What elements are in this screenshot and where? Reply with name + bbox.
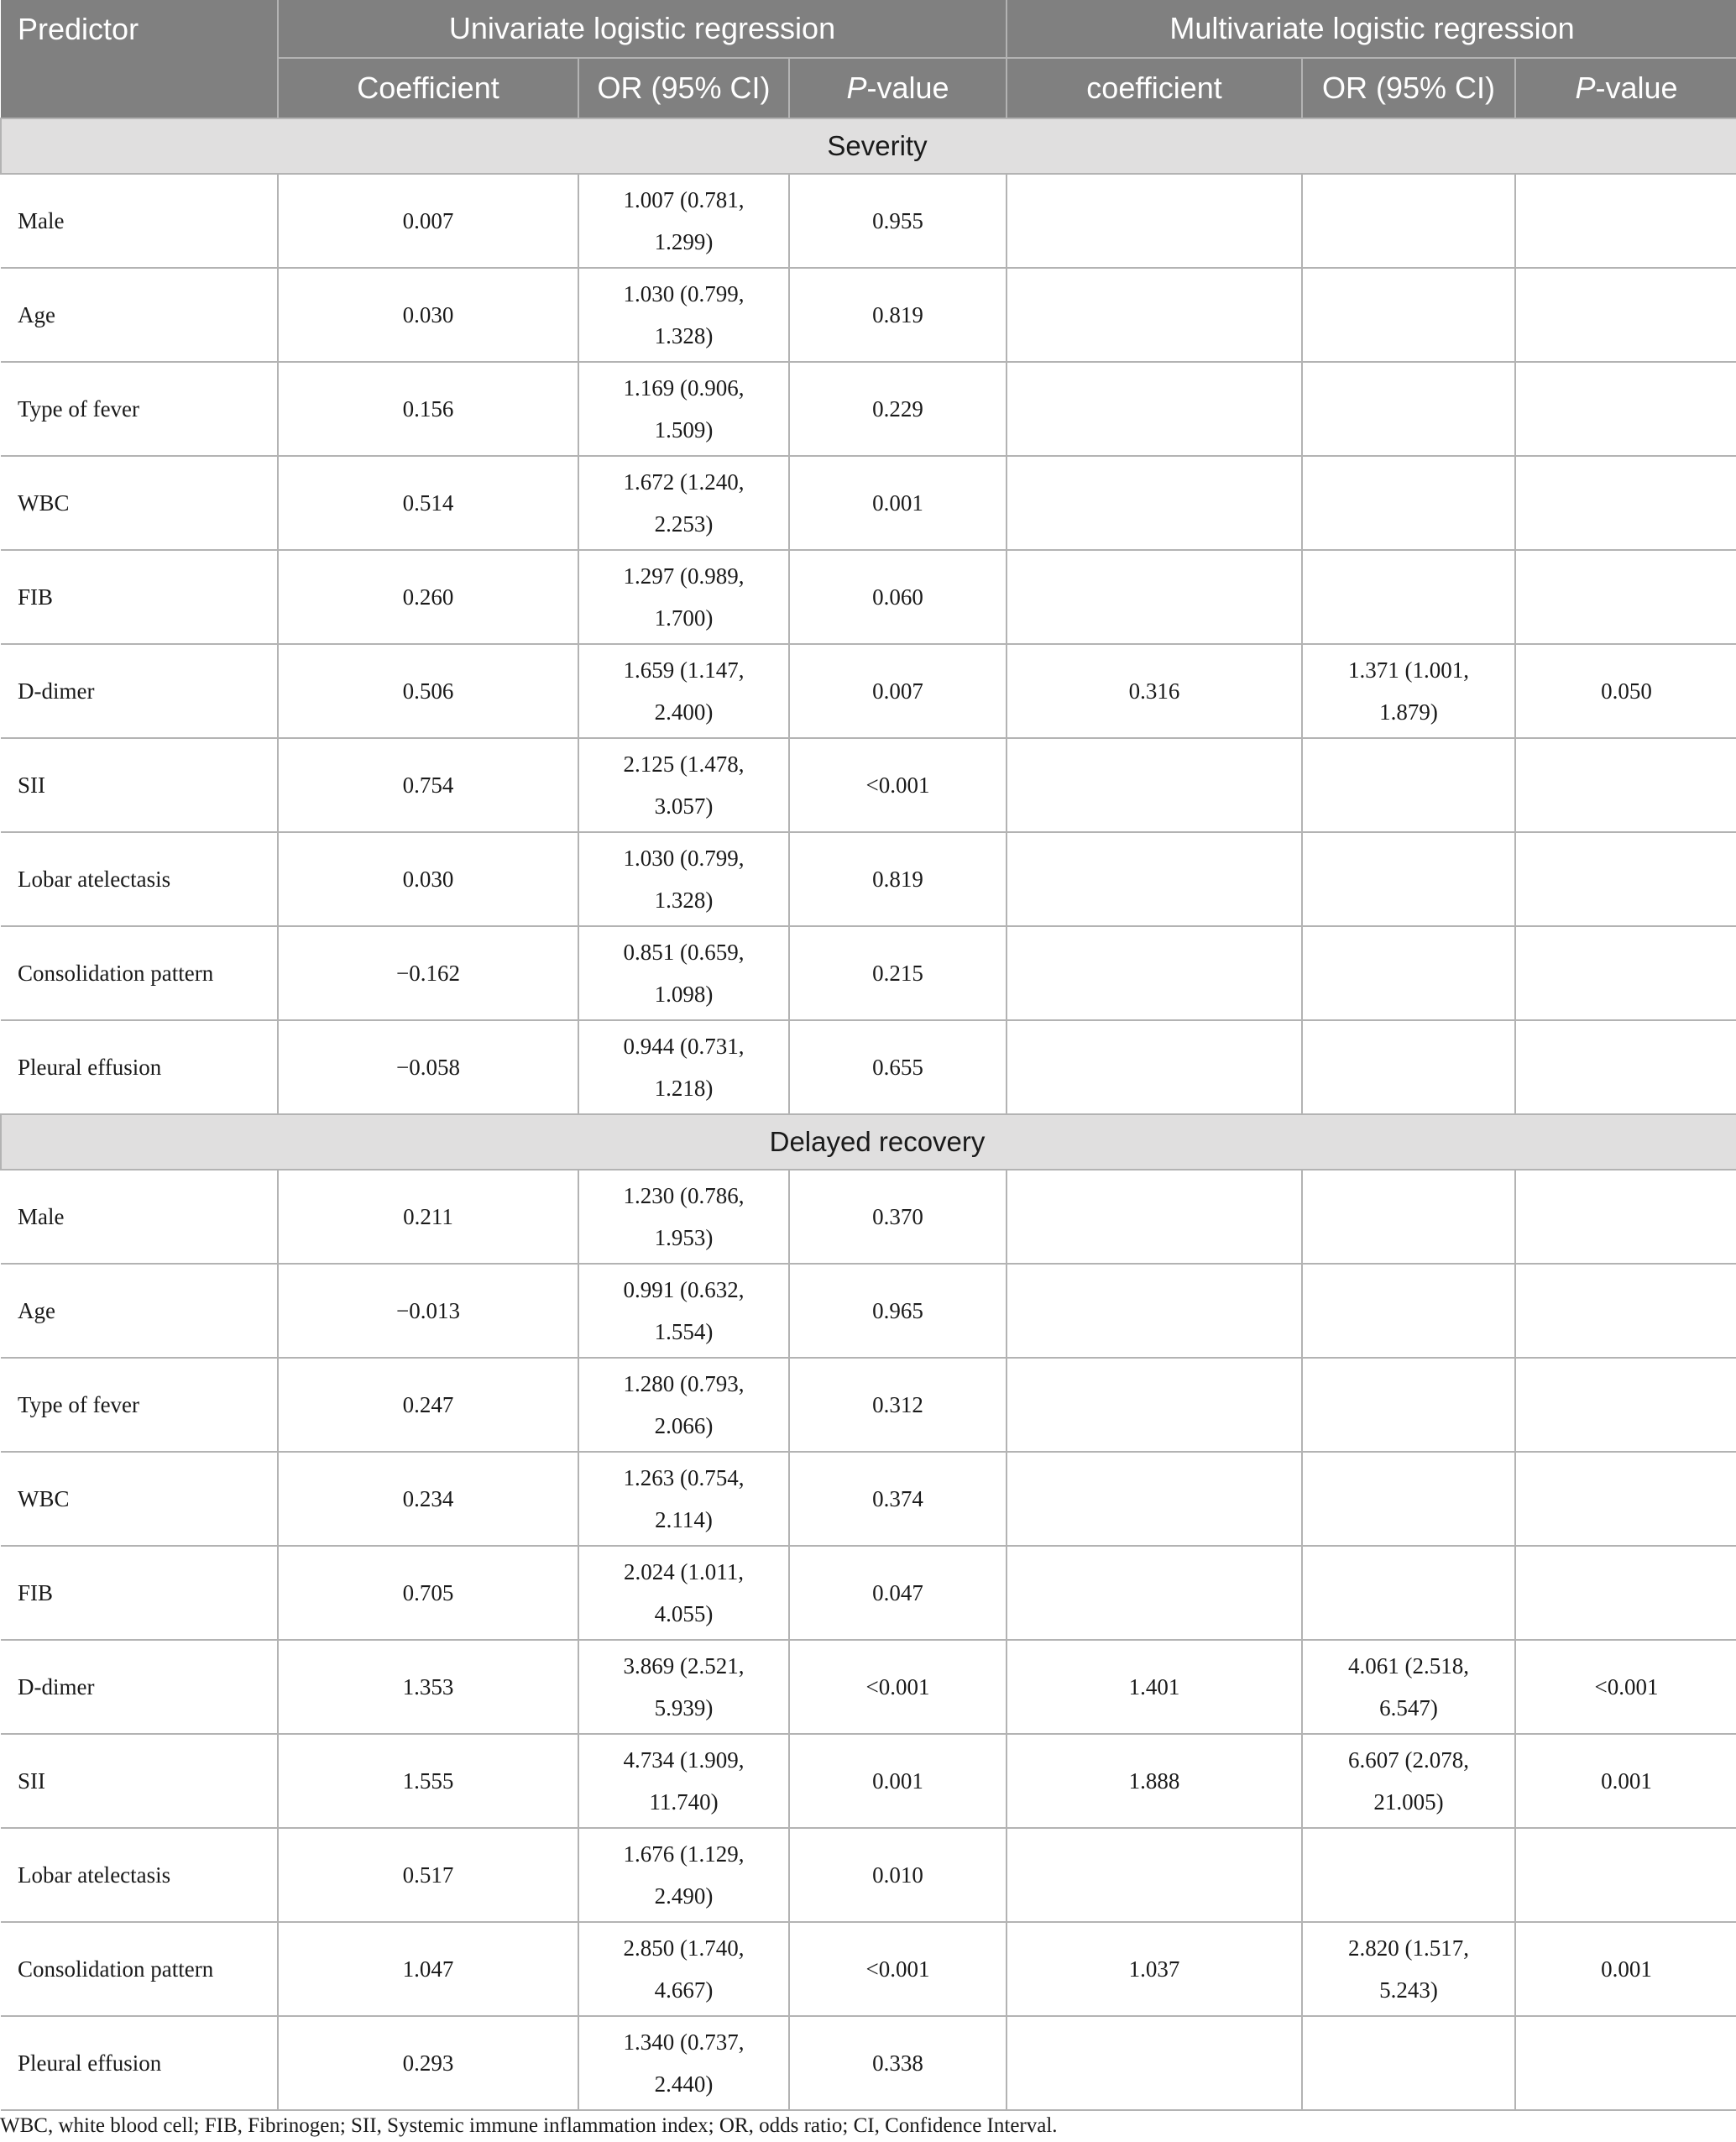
predictor-cell-text: WBC: [18, 490, 70, 516]
table-row: [1, 456, 1736, 550]
multi-pvalue-cell: [1515, 644, 1736, 738]
multi-pvalue-cell: [1515, 1640, 1736, 1734]
uni-or-cell-text: 2.114): [655, 1507, 713, 1532]
table-row: [1, 1546, 1736, 1640]
table-row: [1, 832, 1736, 926]
uni-or-cell: [578, 1020, 789, 1114]
uni-or-cell-text: 2.066): [654, 1413, 714, 1438]
table-body: [1, 118, 1736, 2110]
predictor-cell-text: SII: [18, 1768, 45, 1794]
predictor-cell: [1, 1264, 278, 1358]
multi-coefficient-cell: [1007, 550, 1302, 644]
uni-pvalue-cell-text: 0.060: [872, 584, 923, 610]
header-multivariate: Multivariate logistic regression: [1007, 0, 1736, 58]
uni-coefficient-cell: [278, 174, 578, 268]
table-row: [1, 268, 1736, 362]
table-row: [1, 362, 1736, 456]
multi-or-cell: [1302, 1020, 1515, 1114]
uni-pvalue-cell: [789, 1452, 1007, 1546]
multi-coefficient-cell: [1007, 174, 1302, 268]
predictor-cell-text: Pleural effusion: [18, 2050, 162, 2076]
multi-or-cell-text: 6.607 (2.078,: [1348, 1747, 1470, 1773]
predictor-cell-text: Pleural effusion: [18, 1055, 162, 1080]
uni-pvalue-cell: [789, 1734, 1007, 1828]
uni-coefficient-cell: [278, 1020, 578, 1114]
uni-or-cell-text: 2.490): [654, 1883, 714, 1909]
uni-or-cell-text: 2.125 (1.478,: [623, 752, 745, 777]
multi-pvalue-cell: [1515, 1734, 1736, 1828]
predictor-cell: [1, 1358, 278, 1452]
multi-or-cell: [1302, 1640, 1515, 1734]
predictor-cell: [1, 1734, 278, 1828]
multi-coefficient-cell-text: 1.888: [1128, 1768, 1180, 1794]
uni-pvalue-cell-text: 0.007: [872, 678, 923, 704]
uni-pvalue-cell: [789, 550, 1007, 644]
header-uni-p-italic: P: [846, 71, 867, 105]
table-header: [1, 0, 1736, 118]
multi-pvalue-cell: [1515, 362, 1736, 456]
multi-or-cell-text: 2.820 (1.517,: [1348, 1935, 1470, 1961]
uni-coefficient-cell-text: −0.162: [396, 961, 460, 986]
uni-pvalue-cell: [789, 1264, 1007, 1358]
uni-coefficient-cell-text: 0.247: [402, 1392, 454, 1417]
table-row: [1, 1828, 1736, 1922]
predictor-cell: [1, 268, 278, 362]
uni-or-cell-text: 1.509): [654, 417, 714, 443]
table-row: [1, 1640, 1736, 1734]
predictor-cell: [1, 550, 278, 644]
uni-or-cell-text: 1.676 (1.129,: [623, 1841, 745, 1867]
multi-pvalue-cell-text: <0.001: [1594, 1674, 1659, 1699]
predictor-cell-text: Age: [18, 302, 55, 327]
uni-or-cell: [578, 456, 789, 550]
multi-pvalue-cell: [1515, 1264, 1736, 1358]
predictor-cell: [1, 1452, 278, 1546]
uni-or-cell-text: 4.667): [654, 1977, 714, 2003]
multi-or-cell-text: 21.005): [1373, 1789, 1444, 1815]
predictor-cell-text: Lobar atelectasis: [18, 1862, 171, 1888]
section-row: [1, 1114, 1736, 1170]
multi-or-cell: [1302, 1922, 1515, 2016]
header-multi-coefficient: coefficient: [1007, 58, 1302, 118]
uni-or-cell: [578, 1640, 789, 1734]
multi-pvalue-cell: [1515, 1828, 1736, 1922]
uni-pvalue-cell-text: 0.965: [872, 1298, 923, 1323]
uni-coefficient-cell-text: 0.293: [402, 2050, 454, 2076]
predictor-cell-text: Male: [18, 1204, 65, 1229]
uni-pvalue-cell: [789, 174, 1007, 268]
multi-or-cell: [1302, 268, 1515, 362]
uni-coefficient-cell-text: 0.211: [403, 1204, 453, 1229]
uni-or-cell-text: 4.734 (1.909,: [623, 1747, 745, 1773]
uni-pvalue-cell-text: 0.010: [872, 1862, 923, 1888]
uni-or-cell-text: 1.263 (0.754,: [623, 1465, 745, 1490]
section-title: Delayed recovery: [1, 1114, 1736, 1170]
multi-pvalue-cell: [1515, 926, 1736, 1020]
table-row: [1, 1922, 1736, 2016]
header-multi-or: OR (95% CI): [1302, 58, 1515, 118]
multi-or-cell: [1302, 1828, 1515, 1922]
header-uni-pvalue: [789, 58, 1007, 118]
multi-or-cell: [1302, 174, 1515, 268]
uni-or-cell-text: 1.659 (1.147,: [623, 657, 745, 683]
predictor-cell-text: Consolidation pattern: [18, 1956, 214, 1982]
header-uni-coefficient: Coefficient: [278, 58, 578, 118]
predictor-cell-text: WBC: [18, 1486, 70, 1511]
uni-or-cell-text: 0.991 (0.632,: [623, 1277, 745, 1302]
header-predictor: Predictor: [1, 0, 278, 118]
table-row: [1, 1452, 1736, 1546]
multi-pvalue-cell: [1515, 738, 1736, 832]
multi-or-cell-text: 6.547): [1379, 1695, 1438, 1720]
uni-coefficient-cell-text: 0.030: [402, 302, 454, 327]
header-multi-pvalue: [1515, 58, 1736, 118]
predictor-cell: [1, 1922, 278, 2016]
multi-pvalue-cell: [1515, 268, 1736, 362]
uni-pvalue-cell: [789, 644, 1007, 738]
multi-coefficient-cell: [1007, 1020, 1302, 1114]
uni-or-cell: [578, 1264, 789, 1358]
multi-or-cell: [1302, 362, 1515, 456]
uni-coefficient-cell: [278, 1640, 578, 1734]
section-row: [1, 118, 1736, 174]
uni-or-cell-text: 1.328): [654, 323, 714, 348]
uni-coefficient-cell: [278, 268, 578, 362]
uni-coefficient-cell-text: 0.705: [402, 1580, 454, 1605]
multi-coefficient-cell: [1007, 738, 1302, 832]
predictor-cell: [1, 1828, 278, 1922]
multi-coefficient-cell: [1007, 1640, 1302, 1734]
multi-or-cell: [1302, 2016, 1515, 2110]
uni-or-cell: [578, 644, 789, 738]
uni-or-cell-text: 1.230 (0.786,: [623, 1183, 745, 1208]
uni-or-cell: [578, 268, 789, 362]
multi-coefficient-cell: [1007, 362, 1302, 456]
uni-coefficient-cell-text: 0.514: [402, 490, 454, 516]
uni-pvalue-cell-text: 0.370: [872, 1204, 923, 1229]
multi-pvalue-cell: [1515, 1452, 1736, 1546]
uni-or-cell-text: 1.007 (0.781,: [623, 187, 745, 212]
uni-pvalue-cell-text: 0.819: [872, 302, 923, 327]
multi-or-cell: [1302, 1358, 1515, 1452]
table-row: [1, 1170, 1736, 1264]
multi-pvalue-cell: [1515, 174, 1736, 268]
uni-coefficient-cell: [278, 1170, 578, 1264]
uni-or-cell-text: 1.297 (0.989,: [623, 563, 745, 589]
predictor-cell: [1, 832, 278, 926]
uni-pvalue-cell-text: 0.001: [872, 1768, 923, 1794]
uni-coefficient-cell: [278, 1922, 578, 2016]
uni-coefficient-cell: [278, 362, 578, 456]
multi-or-cell: [1302, 456, 1515, 550]
header-multi-p-italic: P: [1575, 71, 1596, 105]
multi-coefficient-cell: [1007, 2016, 1302, 2110]
uni-coefficient-cell-text: 1.047: [402, 1956, 454, 1982]
predictor-cell: [1, 456, 278, 550]
header-uni-or: OR (95% CI): [578, 58, 789, 118]
multi-or-cell: [1302, 1734, 1515, 1828]
multi-coefficient-cell: [1007, 926, 1302, 1020]
uni-or-cell-text: 1.672 (1.240,: [623, 469, 745, 495]
uni-coefficient-cell: [278, 1358, 578, 1452]
predictor-cell: [1, 174, 278, 268]
uni-or-cell-text: 5.939): [654, 1695, 714, 1720]
multi-pvalue-cell: [1515, 1922, 1736, 2016]
uni-or-cell-text: 1.030 (0.799,: [623, 846, 745, 871]
section-title: Severity: [1, 118, 1736, 174]
predictor-cell: [1, 1020, 278, 1114]
uni-pvalue-cell-text: 0.374: [872, 1486, 923, 1511]
uni-pvalue-cell: [789, 926, 1007, 1020]
uni-or-cell: [578, 1922, 789, 2016]
table-row: [1, 1358, 1736, 1452]
uni-or-cell: [578, 1734, 789, 1828]
predictor-cell: [1, 1546, 278, 1640]
multi-or-cell: [1302, 550, 1515, 644]
uni-coefficient-cell-text: 0.234: [402, 1486, 454, 1511]
multi-or-cell: [1302, 832, 1515, 926]
uni-or-cell: [578, 832, 789, 926]
table-row: [1, 926, 1736, 1020]
multi-or-cell: [1302, 1452, 1515, 1546]
multi-coefficient-cell: [1007, 1452, 1302, 1546]
multi-or-cell-text: 4.061 (2.518,: [1348, 1653, 1470, 1679]
uni-or-cell: [578, 1452, 789, 1546]
multi-coefficient-cell-text: 1.037: [1128, 1956, 1180, 1982]
uni-coefficient-cell: [278, 832, 578, 926]
uni-or-cell-text: 1.953): [654, 1225, 714, 1250]
uni-coefficient-cell-text: 0.506: [402, 678, 454, 704]
uni-or-cell: [578, 174, 789, 268]
uni-or-cell: [578, 1828, 789, 1922]
predictor-cell-text: D-dimer: [18, 678, 95, 704]
uni-or-cell: [578, 738, 789, 832]
uni-pvalue-cell-text: <0.001: [865, 1956, 930, 1982]
predictor-cell-text: SII: [18, 772, 45, 798]
multi-pvalue-cell: [1515, 2016, 1736, 2110]
predictor-cell: [1, 2016, 278, 2110]
uni-pvalue-cell: [789, 1922, 1007, 2016]
uni-pvalue-cell: [789, 1020, 1007, 1114]
predictor-cell: [1, 362, 278, 456]
table-row: [1, 1020, 1736, 1114]
uni-or-cell: [578, 2016, 789, 2110]
multi-or-cell: [1302, 1546, 1515, 1640]
uni-coefficient-cell: [278, 1734, 578, 1828]
table-row: [1, 1264, 1736, 1358]
uni-or-cell: [578, 1358, 789, 1452]
uni-or-cell-text: 3.869 (2.521,: [623, 1653, 745, 1679]
uni-or-cell-text: 1.554): [654, 1319, 714, 1344]
multi-coefficient-cell: [1007, 1170, 1302, 1264]
uni-or-cell-text: 1.218): [654, 1076, 714, 1101]
uni-coefficient-cell-text: 1.353: [402, 1674, 454, 1699]
uni-coefficient-cell: [278, 1264, 578, 1358]
uni-or-cell: [578, 1546, 789, 1640]
header-uni-p-rest: -value: [866, 71, 949, 105]
uni-or-cell-text: 1.700): [654, 605, 714, 631]
uni-or-cell-text: 4.055): [654, 1601, 714, 1626]
uni-pvalue-cell-text: 0.819: [872, 867, 923, 892]
uni-coefficient-cell: [278, 550, 578, 644]
multi-coefficient-cell-text: 0.316: [1128, 678, 1180, 704]
multi-coefficient-cell: [1007, 1358, 1302, 1452]
uni-coefficient-cell-text: 0.260: [402, 584, 454, 610]
uni-pvalue-cell-text: 0.229: [872, 396, 923, 422]
header-multi-p-rest: -value: [1595, 71, 1678, 105]
multi-pvalue-cell: [1515, 1020, 1736, 1114]
uni-coefficient-cell: [278, 2016, 578, 2110]
multi-coefficient-cell: [1007, 456, 1302, 550]
uni-pvalue-cell: [789, 1170, 1007, 1264]
uni-coefficient-cell-text: 0.517: [402, 1862, 454, 1888]
uni-pvalue-cell-text: <0.001: [865, 772, 930, 798]
predictor-cell-text: FIB: [18, 1580, 54, 1605]
uni-coefficient-cell-text: 0.754: [402, 772, 454, 798]
multi-or-cell-text: 5.243): [1379, 1977, 1438, 2003]
multi-or-cell: [1302, 738, 1515, 832]
uni-coefficient-cell: [278, 644, 578, 738]
uni-or-cell: [578, 1170, 789, 1264]
multi-or-cell: [1302, 1170, 1515, 1264]
table-row: [1, 738, 1736, 832]
uni-coefficient-cell-text: 0.156: [402, 396, 454, 422]
multi-pvalue-cell-text: 0.050: [1601, 678, 1652, 704]
uni-coefficient-cell: [278, 738, 578, 832]
multi-coefficient-cell: [1007, 1546, 1302, 1640]
uni-or-cell-text: 1.340 (0.737,: [623, 2029, 745, 2055]
uni-or-cell: [578, 926, 789, 1020]
uni-pvalue-cell-text: 0.955: [872, 208, 923, 233]
multi-coefficient-cell: [1007, 268, 1302, 362]
uni-or-cell-text: 2.400): [654, 699, 714, 725]
uni-or-cell-text: 1.169 (0.906,: [623, 375, 745, 401]
uni-pvalue-cell: [789, 456, 1007, 550]
uni-pvalue-cell: [789, 1358, 1007, 1452]
uni-coefficient-cell: [278, 1546, 578, 1640]
uni-pvalue-cell: [789, 1640, 1007, 1734]
uni-pvalue-cell: [789, 1828, 1007, 1922]
uni-or-cell-text: 2.850 (1.740,: [623, 1935, 745, 1961]
uni-or-cell-text: 1.030 (0.799,: [623, 281, 745, 306]
uni-or-cell-text: 1.299): [654, 229, 714, 254]
multi-coefficient-cell: [1007, 1264, 1302, 1358]
multi-pvalue-cell: [1515, 1358, 1736, 1452]
table-row: [1, 644, 1736, 738]
uni-pvalue-cell: [789, 832, 1007, 926]
uni-or-cell-text: 11.740): [649, 1789, 719, 1815]
uni-pvalue-cell-text: 0.655: [872, 1055, 923, 1080]
table-row: [1, 2016, 1736, 2110]
multi-pvalue-cell-text: 0.001: [1601, 1768, 1652, 1794]
uni-pvalue-cell-text: 0.312: [872, 1392, 923, 1417]
uni-pvalue-cell-text: 0.338: [872, 2050, 923, 2076]
uni-or-cell-text: 0.944 (0.731,: [623, 1034, 745, 1059]
multi-or-cell: [1302, 644, 1515, 738]
uni-coefficient-cell-text: −0.058: [396, 1055, 460, 1080]
uni-or-cell-text: 1.328): [654, 888, 714, 913]
multi-coefficient-cell: [1007, 1828, 1302, 1922]
table-row: [1, 174, 1736, 268]
multi-pvalue-cell: [1515, 1546, 1736, 1640]
uni-or-cell-text: 2.024 (1.011,: [624, 1559, 744, 1584]
uni-or-cell-text: 2.440): [654, 2071, 714, 2097]
multi-coefficient-cell: [1007, 644, 1302, 738]
header-univariate: Univariate logistic regression: [278, 0, 1007, 58]
multi-or-cell: [1302, 926, 1515, 1020]
uni-or-cell: [578, 550, 789, 644]
predictor-cell-text: Age: [18, 1298, 55, 1323]
predictor-cell-text: D-dimer: [18, 1674, 95, 1699]
multi-or-cell-text: 1.371 (1.001,: [1348, 657, 1470, 683]
uni-pvalue-cell: [789, 738, 1007, 832]
uni-pvalue-cell-text: 0.215: [872, 961, 923, 986]
multi-pvalue-cell: [1515, 832, 1736, 926]
predictor-cell-text: Type of fever: [18, 396, 140, 422]
uni-or-cell-text: 0.851 (0.659,: [623, 940, 745, 965]
predictor-cell: [1, 1170, 278, 1264]
uni-or-cell-text: 3.057): [654, 793, 714, 819]
uni-coefficient-cell-text: −0.013: [396, 1298, 460, 1323]
uni-or-cell-text: 2.253): [654, 511, 714, 537]
multi-or-cell: [1302, 1264, 1515, 1358]
predictor-cell: [1, 644, 278, 738]
uni-or-cell-text: 1.098): [654, 982, 714, 1007]
uni-coefficient-cell-text: 1.555: [402, 1768, 454, 1794]
predictor-cell: [1, 738, 278, 832]
uni-coefficient-cell: [278, 1452, 578, 1546]
multi-pvalue-cell-text: 0.001: [1601, 1956, 1652, 1982]
predictor-cell-text: Lobar atelectasis: [18, 867, 171, 892]
uni-pvalue-cell: [789, 2016, 1007, 2110]
predictor-cell-text: FIB: [18, 584, 54, 610]
uni-or-cell-text: 1.280 (0.793,: [623, 1371, 745, 1396]
multi-coefficient-cell: [1007, 1734, 1302, 1828]
multi-or-cell-text: 1.879): [1379, 699, 1438, 725]
multi-pvalue-cell: [1515, 1170, 1736, 1264]
uni-pvalue-cell: [789, 268, 1007, 362]
uni-or-cell: [578, 362, 789, 456]
uni-pvalue-cell: [789, 1546, 1007, 1640]
uni-pvalue-cell: [789, 362, 1007, 456]
table-row: [1, 550, 1736, 644]
multi-coefficient-cell: [1007, 832, 1302, 926]
uni-pvalue-cell-text: <0.001: [865, 1674, 930, 1699]
uni-pvalue-cell-text: 0.001: [872, 490, 923, 516]
predictor-cell-text: Consolidation pattern: [18, 961, 214, 986]
uni-coefficient-cell: [278, 456, 578, 550]
uni-coefficient-cell: [278, 926, 578, 1020]
predictor-cell: [1, 926, 278, 1020]
uni-coefficient-cell-text: 0.007: [402, 208, 454, 233]
table-row: [1, 1734, 1736, 1828]
multi-pvalue-cell: [1515, 456, 1736, 550]
multi-pvalue-cell: [1515, 550, 1736, 644]
uni-coefficient-cell: [278, 1828, 578, 1922]
table-footnote: WBC, white blood cell; FIB, Fibrinogen; SII, Systemic immune inflammation index; OR, odds ratio; CI, Confidence Interval.: [0, 2114, 1058, 2137]
predictor-cell: [1, 1640, 278, 1734]
uni-pvalue-cell-text: 0.047: [872, 1580, 923, 1605]
uni-coefficient-cell-text: 0.030: [402, 867, 454, 892]
multi-coefficient-cell-text: 1.401: [1128, 1674, 1180, 1699]
multi-coefficient-cell: [1007, 1922, 1302, 2016]
predictor-cell-text: Male: [18, 208, 65, 233]
predictor-cell-text: Type of fever: [18, 1392, 140, 1417]
